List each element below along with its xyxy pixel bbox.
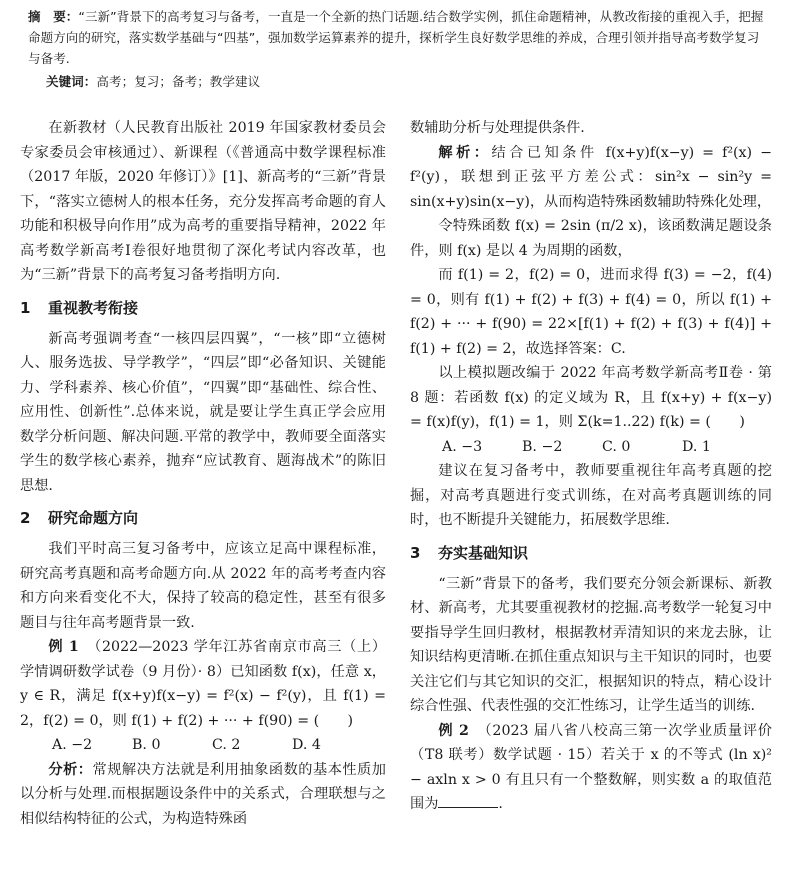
option-d: D. 1 [682, 438, 711, 455]
option-a: A. −3 [442, 438, 483, 455]
section-3-paragraph: “三新”背景下的备考，我们要充分领会新课标、新教材、新高考，尤其要重视教材的挖掘.高考数学一轮复习中要指导学生回归教材，根据教材弄清知识的来龙去脉，让知识结构更清晰.在抓住重点知识与主干知识的同时，也要关注它们与其它知识的交汇，根据知识的特点，精心设计综合性强、代表性强的交汇性练习，让学生适当的训练. [410, 575, 772, 714]
special-function-line: 令特殊函数 f(x) = 2sin (π/2 x)，该函数满足题设条件，则 f(x) 是以 4 为周期的函数， [410, 218, 772, 259]
analysis-paragraph [20, 758, 386, 832]
right-column [410, 116, 772, 817]
option-c: C. 2 [212, 737, 241, 753]
adaptation-options [410, 435, 772, 460]
example-1-label: 例 1 [48, 639, 79, 655]
section-1-heading [20, 296, 386, 320]
section-3-heading [410, 541, 772, 565]
abstract-text: “三新”背景下的高考复习与备考，一直是一个全新的热门话题.结合数学实例，抓住命题精神，从教改衔接的重视入手，把握命题方向的研究，落实数学基础与“四基”，强加数学运算素养的提升，探析学生良好数学思维的养成，合理引领并指导高考数学复习与备考. [28, 9, 764, 66]
example-1-options [20, 733, 386, 758]
answer-blank [438, 793, 498, 808]
intro-paragraph: 在新教材（人民教育出版社 2019 年国家教材委员会专家委员会审核通过）、新课程（《普通高中数学课程标准（2017 年版，2020 年修订）》[1]、新高考的“三新”背景下，“落实立德树人的根本任务，充分发挥高考命题的育人功能和积极导向作用”成为高考的重要指导精神，2022 年高考数学新高考Ⅰ卷很好地贯彻了深化考试内容改革，也为“三新”背景下的高考复习备考指明方向. [20, 120, 386, 283]
abstract-block [28, 6, 768, 92]
section-2-title: 研究命题方向 [48, 509, 139, 527]
section-2-number: 2 [20, 509, 31, 527]
solution-paragraph [410, 141, 772, 215]
keywords-text: 高考；复习；备考；教学建议 [96, 74, 261, 89]
adaptation-paragraph: 以上模拟题改编于 2022 年高考数学新高考Ⅱ卷 · 第 8 题：若函数 f(x) 的定义域为 R，且 f(x+y) + f(x−y) = f(x)f(y)，f(1) = 1，则 Σ(k=1..22) f(k) = ( ) [410, 365, 772, 430]
example-2-end: . [498, 796, 503, 812]
example-2-text: （2023 届八省八校高三第一次学业质量评价（T8 联考）数学试题 · 15）若关于 x 的不等式 (ln x)² − axln x > 0 有且只有一个整数解，则实数 a 的取值范围为 [410, 722, 772, 812]
section-1-number: 1 [20, 298, 31, 317]
left-column [20, 116, 386, 831]
keywords-label: 关键词： [46, 74, 97, 89]
section-1-paragraph: 新高考强调考查“一核四层四翼”，“一核”即“立德树人、服务选拔、导学教学”，“四层”即“必备知识、关键能力、学科素养、核心价值”，“四翼”即“基础性、综合性、应用性、创新性”.总体来说，就是要让学生真正学会应用数学分析问题、解决问题.平常的教学中，教师要全面落实学生的数学核心素养，抛弃“应试教育、题海战术”的陈旧思想. [20, 330, 386, 494]
keywords-line [28, 71, 768, 92]
continued-text: 数辅助分析与处理提供条件. [410, 120, 585, 136]
option-b: B. −2 [522, 438, 563, 455]
example-1 [20, 635, 386, 733]
solution-label: 解析： [438, 144, 492, 161]
example-2-label: 例 2 [438, 722, 469, 739]
section-3-title: 夯实基础知识 [438, 543, 529, 562]
abstract-label: 摘 要： [28, 9, 79, 24]
suggestion-paragraph: 建议在复习备考中，教师要重视往年高考真题的挖掘，对高考真题进行变式训练，在对高考真题训练的同时，也不断提升关键能力，拓展数学思维. [410, 463, 772, 528]
option-d: D. 4 [292, 737, 321, 753]
option-b: B. 0 [132, 737, 161, 753]
section-2-heading [20, 506, 386, 530]
solution-text: 结合已知条件 f(x+y)f(x−y) = f²(x) − f²(y)，联想到正弦平方差公式：sin²x − sin²y = sin(x+y)sin(x−y)，从而构造特殊函数辅助特殊化处理， [410, 144, 772, 210]
section-2-paragraph: 我们平时高三复习备考中，应该立足高中课程标准，研究高考真题和高考命题方向.从 2022 年的高考考查内容和方向来看变化不大，保持了较高的稳定性，甚至有很多题目与往年高考题背景一致. [20, 541, 386, 631]
analysis-text: 常规解决方法就是利用抽象函数的基本性质加以分析与处理.而根据题设条件中的关系式，合理联想与之相似结构特征的公式，为构造特殊函 [20, 761, 386, 827]
calculation-paragraph: 而 f(1) = 2，f(2) = 0，进而求得 f(3) = −2，f(4) = 0，则有 f(1) + f(2) + f(3) + f(4) = 0，所以 f(1) + f(2) + ··· + f(90) = 22×[f(1) + f(2) + f(3) + f(4)] + f(1) + f(2) = 2，故选择答案：C. [410, 267, 772, 357]
option-a: A. −2 [52, 737, 93, 753]
abstract-paragraph [28, 6, 768, 69]
analysis-label: 分析： [48, 761, 93, 778]
section-3-number: 3 [410, 543, 421, 562]
example-1-text: （2022—2023 学年江苏省南京市高三（上）学情调研数学试卷（9 月份）· 8）已知函数 f(x)，任意 x，y ∈ R，满足 f(x+y)f(x−y) = f²(x) − f²(y)，且 f(1) = 2，f(2) = 0，则 f(1) + f(2) + ··· + f(90) = ( ) [20, 639, 387, 729]
section-1-title: 重视教考衔接 [48, 298, 139, 317]
option-c: C. 0 [602, 438, 631, 455]
example-2 [410, 719, 772, 817]
